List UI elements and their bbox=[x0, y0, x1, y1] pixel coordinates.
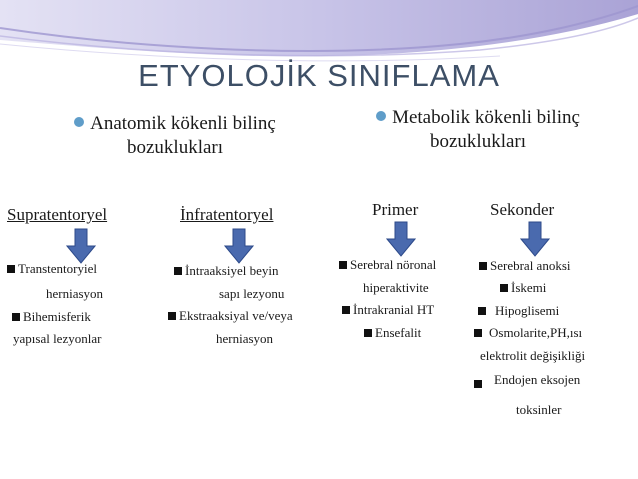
anatomic-header-line-1: Anatomik kökenli bilinç bbox=[90, 113, 276, 134]
square-bullet-icon bbox=[342, 306, 350, 314]
list-item: Endojen eksojen bbox=[474, 370, 580, 390]
square-bullet-icon bbox=[12, 313, 20, 321]
list-item-continuation: herniasyon bbox=[216, 331, 274, 346]
square-bullet-icon bbox=[500, 284, 508, 292]
list-item: İntraaksiyel beyin bbox=[174, 261, 279, 281]
list-item-continuation: herniasyon bbox=[46, 286, 104, 301]
square-bullet-icon bbox=[174, 267, 182, 275]
square-bullet-icon bbox=[479, 262, 487, 270]
square-bullet-icon bbox=[474, 380, 482, 388]
list-item: Bihemisferik bbox=[12, 307, 91, 327]
down-arrow-icon bbox=[386, 221, 416, 257]
list-item-continuation: elektrolit değişikliği bbox=[480, 348, 586, 363]
list-item: İskemi bbox=[500, 278, 546, 298]
bullet-dot-icon bbox=[74, 117, 84, 127]
list-item: Serebral nöronal bbox=[339, 255, 436, 275]
list-item: Ensefalit bbox=[364, 323, 421, 343]
metabolic-header-line-1: Metabolik kökenli bilinç bbox=[392, 107, 580, 128]
metabolic-header-line-2: bozuklukları bbox=[429, 131, 527, 152]
list-item-continuation: sapı lezyonu bbox=[219, 286, 285, 301]
list-item: Serebral anoksi bbox=[479, 256, 571, 276]
list-item: Ekstraaksiyal ve/veya bbox=[168, 306, 293, 326]
square-bullet-icon bbox=[478, 307, 486, 315]
square-bullet-icon bbox=[339, 261, 347, 269]
list-item-continuation: toksinler bbox=[516, 402, 562, 417]
list-item-continuation: hiperaktivite bbox=[363, 280, 429, 295]
list-item: Transtentoryiel bbox=[7, 259, 97, 279]
down-arrow-icon bbox=[224, 228, 254, 264]
square-bullet-icon bbox=[168, 312, 176, 320]
infratentorial-heading: İnfratentoryel bbox=[180, 205, 274, 224]
anatomic-header bbox=[40, 112, 310, 160]
square-bullet-icon bbox=[7, 265, 15, 273]
list-item: Hipoglisemi bbox=[478, 301, 559, 321]
secondary-heading: Sekonder bbox=[490, 200, 555, 219]
metabolic-header bbox=[343, 106, 613, 154]
bullet-dot-icon bbox=[376, 111, 386, 121]
anatomic-header-line-2: bozuklukları bbox=[126, 137, 224, 158]
supratentorial-heading: Supratentoryel bbox=[7, 205, 108, 224]
square-bullet-icon bbox=[474, 329, 482, 337]
down-arrow-icon bbox=[520, 221, 550, 257]
list-item: Osmolarite,PH,ısı bbox=[474, 323, 582, 343]
list-item-continuation: yapısal lezyonlar bbox=[13, 331, 102, 346]
list-item: İntrakranial HT bbox=[342, 300, 434, 320]
primary-heading: Primer bbox=[372, 200, 419, 219]
slide-title: ETYOLOJİK SINIFLAMA bbox=[138, 58, 500, 93]
square-bullet-icon bbox=[364, 329, 372, 337]
